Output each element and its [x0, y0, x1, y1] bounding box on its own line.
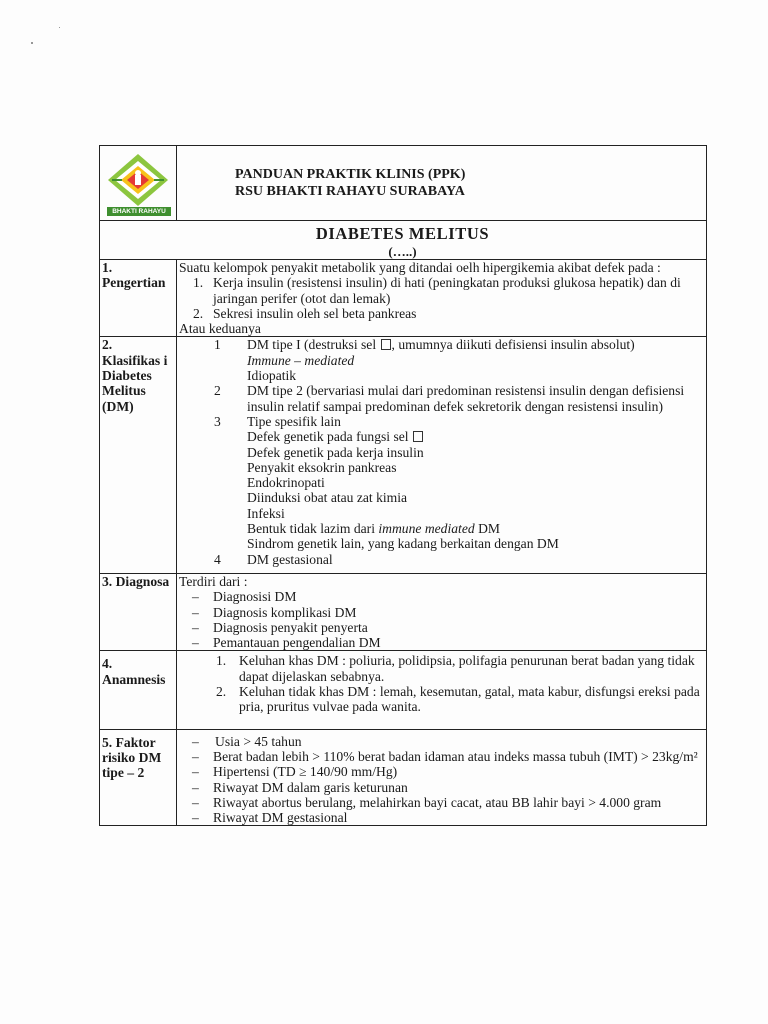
list-item [179, 605, 703, 620]
scan-speck [59, 27, 60, 28]
list-item [179, 635, 703, 650]
sub-item: Endokrinopati [247, 475, 325, 491]
scan-speck [31, 42, 33, 44]
list-item [179, 749, 703, 764]
logo-caption: BHAKTI RAHAYU [107, 207, 171, 216]
dash-bullet: – [192, 733, 199, 749]
sub-item-text: DM [478, 521, 500, 537]
sub-item-text: Bentuk tidak lazim dari [247, 521, 375, 537]
sub-item: Penyakit eksokrin pankreas [247, 459, 397, 475]
header-title-cell [177, 146, 707, 221]
list-item [179, 764, 703, 779]
missing-glyph-box [413, 431, 423, 442]
pengertian-list [179, 275, 703, 321]
row-diagnosa [100, 573, 707, 650]
row-faktor-risiko [100, 729, 707, 826]
row-klasifikasi [100, 337, 707, 573]
item-text: Diagnosis penyakit penyerta [213, 619, 368, 635]
ppk-table [99, 145, 707, 826]
dash-bullet: – [192, 764, 199, 780]
item-text: Riwayat abortus berulang, melahirkan bayi cacat, atau BB lahir bayi > 4.000 gram [213, 794, 662, 810]
item-text: Diagnosis komplikasi DM [213, 604, 357, 620]
hospital-logo [102, 152, 174, 218]
dash-bullet: – [192, 794, 199, 810]
item-text: Keluhan khas DM : poliuria, polidipsia, polifagia penurunan berat badan yang tidak dapat dijelaskan sebabnya. [239, 653, 695, 684]
item-text: Berat badan lebih > 110% berat badan idaman atau indeks massa tubuh (IMT) > 23kg/m² [213, 748, 698, 764]
item-text: Sekresi insulin oleh sel beta pankreas [213, 305, 417, 321]
list-item [179, 684, 703, 715]
item-text: DM tipe I (destruksi sel [247, 337, 377, 353]
sub-item: Infeksi [247, 505, 285, 521]
pengertian-outro: Atau keduanya [179, 321, 261, 337]
anamnesis-list [179, 653, 703, 714]
sub-item-text: Defek genetik pada fungsi sel [247, 429, 409, 445]
diamond-logo-icon [102, 152, 174, 208]
list-item [214, 383, 703, 414]
list-item [179, 780, 703, 795]
item-text: DM tipe 2 (bervariasi mulai dari predominan resistensi insulin dengan defisiensi insulin relatif sampai predominan defek sekretorik dengan resistensi insulin) [247, 383, 685, 414]
list-item [214, 414, 703, 552]
list-item [214, 552, 703, 573]
item-text: Diagnosisi DM [213, 589, 297, 605]
item-text: , umumnya diikuti defisiensi insulin absolut) [391, 337, 635, 353]
diagnosa-list [179, 589, 703, 650]
logo-cell [100, 146, 177, 221]
item-number: 1. [216, 653, 227, 669]
list-item [179, 620, 703, 635]
content-diagnosa [177, 573, 707, 650]
document-subtitle: (…..) [388, 244, 417, 259]
list-item [179, 795, 703, 810]
item-text: Tipe spesifik lain [247, 413, 341, 429]
label-anamnesis: 4. Anamnesis [100, 651, 177, 729]
sub-item [247, 429, 703, 444]
list-item [214, 337, 703, 383]
diagnosa-intro: Terdiri dari : [179, 573, 248, 589]
title-cell [100, 221, 707, 260]
item-text: Riwayat DM gestasional [213, 810, 348, 826]
missing-glyph-box [381, 339, 391, 350]
list-item [179, 810, 703, 825]
row-pengertian [100, 260, 707, 337]
sub-item: Defek genetik pada kerja insulin [247, 444, 424, 460]
dash-bullet: – [192, 748, 199, 764]
row-anamnesis [100, 651, 707, 729]
faktor-list [179, 734, 703, 826]
list-item [179, 653, 703, 684]
list-item [179, 589, 703, 604]
item-text: Kerja insulin (resistensi insulin) di hati (peningkatan produksi glukosa hepatik) dan di jaringan perifer (otot dan lemak) [213, 275, 681, 306]
sub-item [247, 521, 703, 536]
content-klasifikasi [177, 337, 707, 573]
document-title: DIABETES MELITUS [315, 224, 490, 243]
dash-bullet: – [192, 604, 199, 620]
item-text: Keluhan tidak khas DM : lemah, kesemutan, gatal, mata kabur, disfungsi ereksi pada pria, pruritus vulvae pada wanita. [239, 684, 700, 715]
item-number: 2. [216, 684, 227, 700]
content-pengertian [177, 260, 707, 337]
label-klasifikasi: 2. Klasifikas i Diabetes Melitus (DM) [100, 337, 177, 573]
label-pengertian: 1. Pengertian [100, 260, 177, 337]
item-text: Pemantauan pengendalian DM [213, 635, 381, 651]
list-item [179, 275, 703, 306]
header-row [100, 146, 707, 221]
sub-item: Idiopatik [247, 368, 297, 384]
header-title-line1: PANDUAN PRAKTIK KLINIS (PPK) [235, 167, 466, 182]
list-item [179, 306, 703, 321]
sub-item-italic: immune mediated [378, 521, 475, 537]
sub-item: Diinduksi obat atau zat kimia [247, 490, 408, 506]
sub-item: Immune – mediated [247, 352, 355, 368]
list-item [179, 734, 703, 749]
sub-item: Sindrom genetik lain, yang kadang berkaitan dengan DM [247, 536, 559, 552]
dash-bullet: – [192, 810, 199, 826]
dash-bullet: – [192, 779, 199, 795]
dash-bullet: – [192, 589, 199, 605]
dash-bullet: – [192, 619, 199, 635]
item-number: 2. [193, 305, 204, 321]
content-faktor-risiko [177, 729, 707, 826]
label-diagnosa: 3. Diagnosa [100, 573, 177, 650]
title-row [100, 221, 707, 260]
item-text: Usia > 45 tahun [215, 733, 302, 749]
item-text: Riwayat DM dalam garis keturunan [213, 779, 408, 795]
label-faktor-risiko: 5. Faktor risiko DM tipe – 2 [100, 729, 177, 826]
item-text: Hipertensi (TD ≥ 140/90 mm/Hg) [213, 764, 398, 780]
item-number: 2 [214, 383, 221, 399]
item-number: 1. [193, 275, 204, 291]
header-title-line2: RSU BHAKTI RAHAYU SURABAYA [235, 184, 465, 199]
item-number: 3 [214, 413, 221, 429]
content-anamnesis [177, 651, 707, 729]
item-number: 1 [214, 337, 221, 353]
item-number: 4 [214, 551, 221, 567]
pengertian-intro: Suatu kelompok penyakit metabolik yang ditandai oelh hipergikemia akibat defek pada : [179, 260, 661, 275]
item-text: DM gestasional [247, 551, 333, 567]
dash-bullet: – [192, 635, 199, 651]
